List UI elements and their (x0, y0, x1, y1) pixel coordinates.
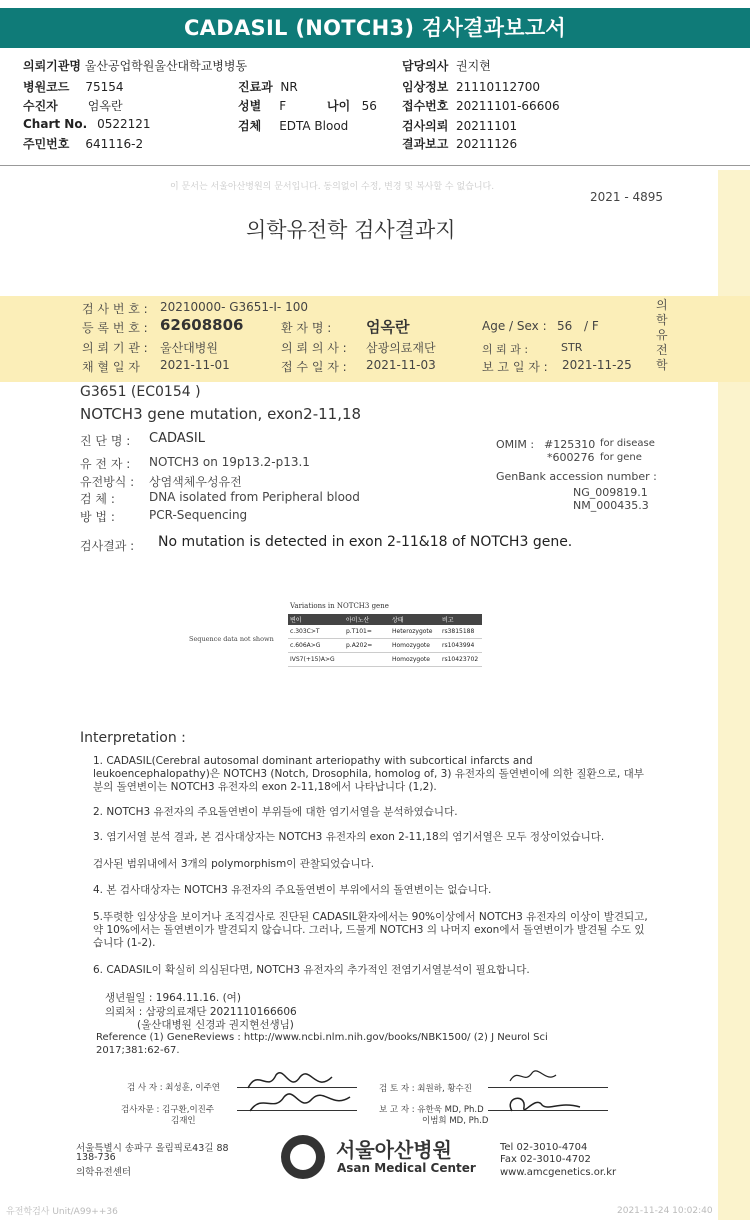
requester-detail: (울산대병원 신경과 권지현선생님) (137, 1019, 294, 1031)
reporter-2: 이범희 MD, Ph.D (422, 1116, 489, 1126)
scanned-document (0, 170, 750, 1220)
header-value: 울산공업학원울산대학교병병동 (84, 59, 248, 73)
requester: 의뢰처 : 삼광의료재단 2021110166606 (105, 1006, 297, 1018)
table-cell: IVS7(+15)A>G (290, 656, 335, 663)
inheritance-label: 유전방식 : (80, 475, 135, 489)
draw-date: 2021-11-01 (160, 358, 230, 372)
test-number: 20210000- G3651-I- 100 (160, 300, 308, 314)
header-value: 641116-2 (85, 137, 144, 151)
interpretation-title: Interpretation : (80, 730, 186, 746)
sequence-note: Sequence data not shown (189, 635, 274, 643)
col-header: 아미노산 (346, 617, 370, 624)
omim-disease-note: for disease (600, 438, 655, 449)
header-key: 담당의사 (402, 59, 449, 73)
report-date-label: 보 고 일 자 : (482, 360, 548, 374)
test-name: NOTCH3 gene mutation, exon2-11,18 (80, 405, 362, 423)
test-code: G3651 (EC0154 ) (80, 384, 201, 400)
footer-left: 유전학검사 Unit/A99++36 (6, 1207, 118, 1217)
header-value: 20211101-66606 (456, 99, 560, 113)
doctor-label: 의 뢰 의 사 : (281, 341, 347, 355)
header-key: 진료과 (238, 80, 273, 94)
diagnosis-label: 진 단 명 : (80, 434, 131, 448)
col-header: 상태 (392, 617, 404, 624)
col-header: 비고 (442, 617, 454, 624)
birth-date: 생년월일 : 1964.11.16. (여) (105, 992, 241, 1004)
header-value: 75154 (85, 80, 124, 94)
diagnosis: CADASIL (149, 431, 205, 446)
header-key: 검사의뢰 (402, 119, 449, 133)
header-key: 주민번호 (23, 137, 70, 151)
hospital-name-en: Asan Medical Center (337, 1161, 476, 1175)
header-key: 결과보고 (402, 137, 449, 151)
advisor-2: 김재인 (171, 1116, 196, 1126)
header-key: 병원코드 (23, 80, 70, 94)
method: PCR-Sequencing (149, 508, 248, 522)
report-header (0, 55, 750, 165)
table-header (288, 614, 482, 625)
telephone: Tel 02-3010-4704 (500, 1142, 588, 1153)
watermark-text: 이 문서는 서울아산병원의 문서입니다. 동의없이 수정, 변경 및 복사할 수 없습니다. (170, 182, 495, 192)
header-value: 엄옥란 (87, 99, 123, 113)
document-heading: 의학유전학 검사결과지 (246, 218, 456, 242)
header-value: NR (280, 80, 298, 94)
header-key: Chart No. (23, 117, 88, 131)
examiner: 검 사 자 : 최성훈, 이주연 (127, 1083, 220, 1093)
header-value: F (279, 99, 287, 113)
header-key: 접수번호 (402, 99, 449, 113)
address-line-1: 서울특별시 송파구 올림픽로43길 88 (76, 1143, 229, 1154)
table-cell: Homozygote (392, 656, 430, 663)
table-cell: rs1043994 (442, 642, 475, 649)
inheritance: 상염색체우성유전 (149, 475, 242, 489)
variations-table (288, 614, 482, 667)
test-number-label: 검 사 번 호 : (82, 302, 148, 316)
gene: NOTCH3 on 19p13.2-p13.1 (149, 455, 310, 469)
institution: 울산대병원 (160, 341, 218, 355)
side-label: 의 학 유 전 학 (656, 298, 668, 372)
header-value: 20211101 (456, 119, 518, 133)
interpretation-item-3b: 검사된 범위내에서 3개의 polymorphism이 관찰되었습니다. (93, 858, 375, 870)
table-cell: rs10423702 (442, 656, 479, 663)
table-cell: Heterozygote (392, 628, 433, 635)
reference: Reference (1) GeneReviews : http://www.ncbi.nlm.nih.gov/books/NBK1500/ (2) J Neurol Sci 2017;381:62-67. (96, 1032, 548, 1056)
draw-date-label: 채 혈 일 자 (82, 360, 140, 374)
table-cell: p.A202= (346, 642, 373, 649)
reg-number-label: 등 록 번 호 : (82, 321, 148, 335)
reviewer-signature (498, 1065, 588, 1120)
interpretation-item-4: 4. 본 검사대상자는 NOTCH3 유전자의 주요돌연변이 부위에서의 돌연변이는 없습니다. (93, 884, 492, 896)
header-key: 검체 (238, 119, 262, 133)
omim-gene: *600276 (547, 451, 595, 464)
fax: Fax 02-3010-4702 (500, 1154, 591, 1165)
address-line-3: 의학유전센터 (76, 1167, 132, 1178)
table-cell: rs3815188 (442, 628, 475, 635)
document-number: 2021 - 4895 (590, 190, 664, 204)
header-key: 의뢰기관명 (23, 59, 81, 73)
genbank-label: GenBank accession number : (496, 470, 657, 483)
header-divider (0, 165, 750, 166)
report-title: CADASIL (NOTCH3) 검사결과보고서 (0, 8, 750, 48)
report-date: 2021-11-25 (562, 358, 632, 372)
gene-label: 유 전 자 : (80, 457, 131, 471)
ref-dept: STR (561, 341, 583, 354)
genbank-2: NM_000435.3 (573, 499, 649, 512)
table-row (288, 639, 482, 653)
header-key: 임상정보 (402, 80, 449, 94)
ref-dept-label: 의 뢰 과 : (482, 343, 529, 356)
omim-disease: #125310 (544, 438, 596, 451)
age-sex-label: Age / Sex : (482, 319, 547, 333)
omim-label: OMIM : (496, 438, 535, 451)
sex-value: / F (584, 319, 599, 333)
header-key: 수진자 (23, 99, 58, 113)
referring-doctor: 삼광의료재단 (366, 341, 436, 355)
website: www.amcgenetics.or.kr (500, 1167, 617, 1178)
specimen-label: 검 체 : (80, 492, 115, 506)
reporter: 보 고 자 : 유한욱 MD, Ph.D (379, 1105, 484, 1115)
reviewer: 검 토 자 : 최원하, 황수진 (379, 1084, 472, 1094)
footer-timestamp: 2021-11-24 10:02:40 (617, 1206, 713, 1216)
interpretation-item-3: 3. 염기서열 분석 결과, 본 검사대상자는 NOTCH3 유전자의 exon 2-11,18의 염기서열은 모두 정상이었습니다. (93, 831, 605, 843)
header-value: 21110112700 (456, 80, 540, 94)
header-value: 56 (361, 99, 377, 113)
result-label: 검사결과 : (80, 539, 135, 553)
patient-name: 엄옥란 (366, 318, 410, 336)
recv-date-label: 접 수 일 자 : (281, 360, 347, 374)
method-label: 방 법 : (80, 510, 115, 524)
header-key: 성별 (238, 99, 262, 113)
result-text: No mutation is detected in exon 2-11&18 of NOTCH3 gene. (158, 534, 573, 550)
interpretation-item-6: 6. CADASIL이 확실히 의심된다면, NOTCH3 유전자의 추가적인 전염기서열분석이 필요합니다. (93, 964, 530, 976)
age-value: 56 (557, 319, 573, 333)
specimen: DNA isolated from Peripheral blood (149, 490, 360, 504)
table-cell: Homozygote (392, 642, 430, 649)
table-row (288, 625, 482, 639)
hospital-name-ko: 서울아산병원 (336, 1138, 452, 1162)
omim-gene-note: for gene (600, 452, 642, 463)
advisor: 검사자문 : 김구환,이진주 (121, 1105, 215, 1115)
col-header: 변이 (290, 617, 302, 624)
header-value: EDTA Blood (279, 119, 349, 133)
header-value: 20211126 (456, 137, 518, 151)
hospital-logo-icon (281, 1135, 325, 1179)
patient-label: 환 자 명 : (281, 321, 332, 335)
genbank-1: NG_009819.1 (573, 486, 648, 499)
inst-label: 의 뢰 기 관 : (82, 341, 148, 355)
table-cell: p.T101= (346, 628, 372, 635)
address-line-2: 138-736 (76, 1152, 116, 1163)
examiner-signature (240, 1063, 360, 1118)
table-cell: c.303C>T (290, 628, 320, 635)
reg-number: 62608806 (160, 316, 244, 334)
header-value: 권지현 (456, 59, 491, 73)
header-key: 나이 (327, 99, 351, 113)
table-cell: c.606A>G (290, 642, 321, 649)
header-value: 0522121 (97, 117, 151, 131)
table-row (288, 653, 482, 667)
interpretation-item-1: 1. CADASIL(Cerebral autosomal dominant arteriopathy with subcortical infarcts and leukoencephalopathy)은 NOTCH3 (Notch, Drosophila, homolog of, 3) 유전자의 돌연변이에 의한 질환으로, 대부분의 돌연변이는 NOTCH3 유전자의 exon 2-11,18에서 나타납니다 (1,2). (93, 755, 644, 793)
variations-title: Variations in NOTCH3 gene (290, 602, 389, 610)
recv-date: 2021-11-03 (366, 358, 436, 372)
interpretation-item-2: 2. NOTCH3 유전자의 주요돌연변이 부위들에 대한 염기서열을 분석하였습니다. (93, 806, 458, 818)
interpretation-item-5: 5.뚜렷한 임상상을 보이거나 조직검사로 진단된 CADASIL환자에서는 90%이상에서 NOTCH3 유전자의 이상이 발견되고, 약 10%에서는 돌연변이가 발견되지 않습니다. 그러나, 드물게 NOTCH3 의 나머지 exon에서 돌연변이가 발견될 수도 있습니다 (1-2). (93, 911, 648, 949)
